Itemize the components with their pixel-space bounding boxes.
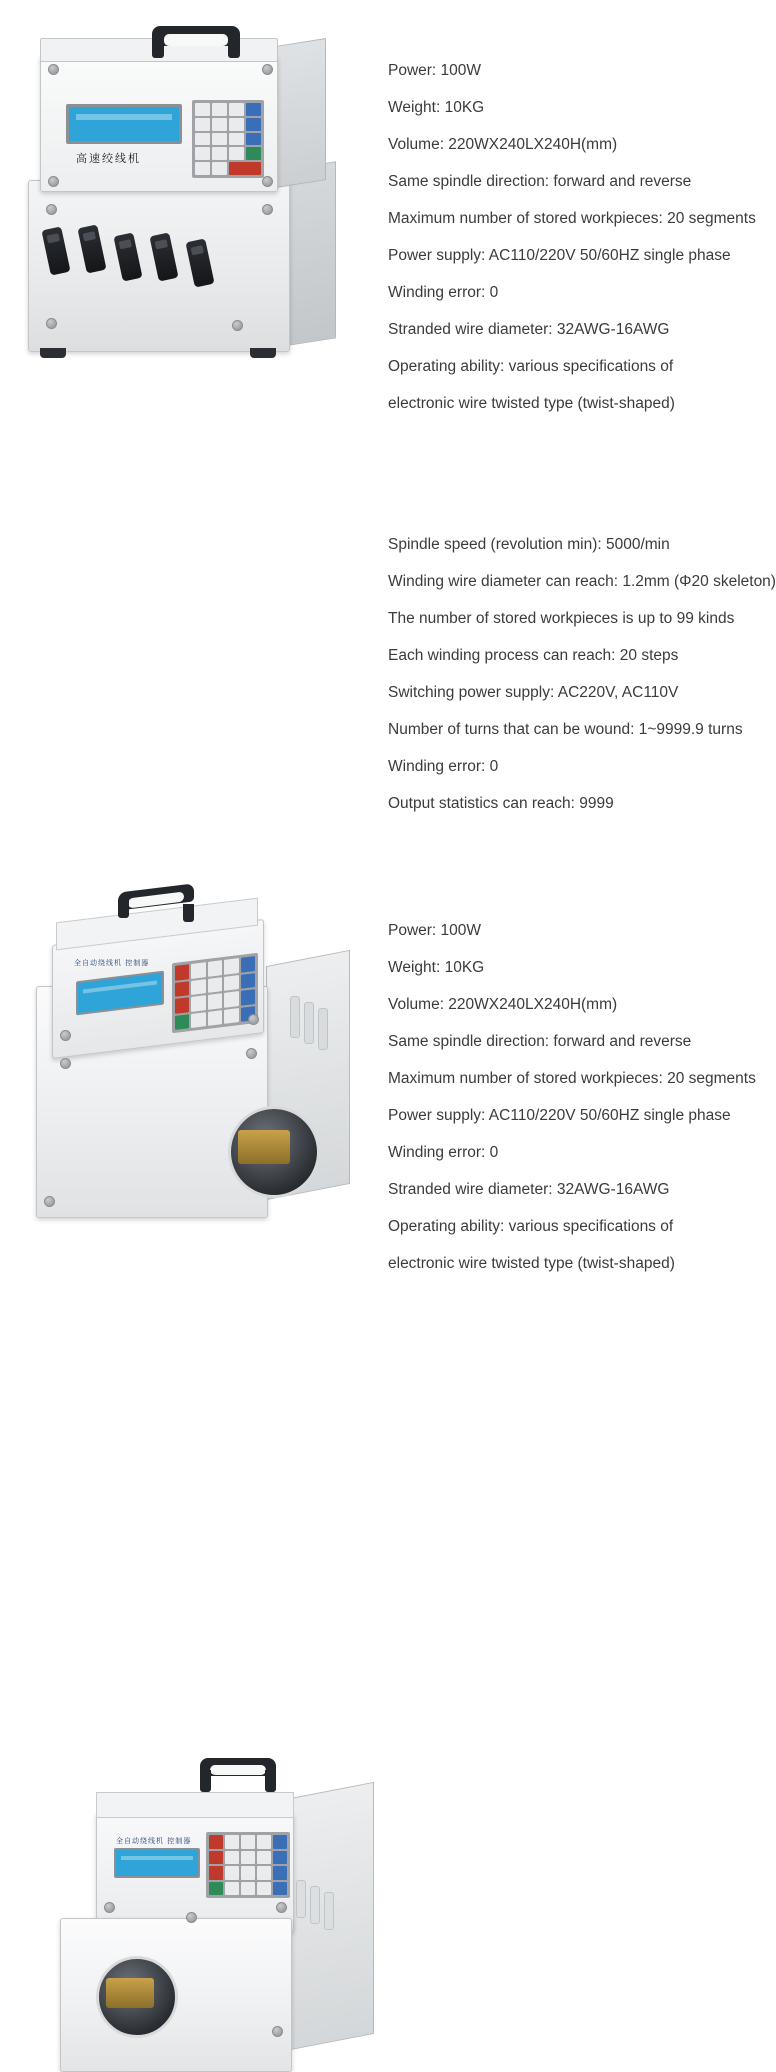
keypad-key[interactable] bbox=[209, 1866, 223, 1880]
screw-icon bbox=[276, 1902, 287, 1913]
spec-line: Maximum number of stored workpieces: 20 segments bbox=[388, 210, 756, 227]
keypad-key[interactable] bbox=[212, 118, 227, 131]
spec-list-3 bbox=[380, 860, 756, 1282]
keypad-key[interactable] bbox=[225, 1866, 239, 1880]
keypad-key[interactable] bbox=[246, 118, 261, 131]
keypad-key[interactable] bbox=[273, 1882, 287, 1896]
screw-icon bbox=[262, 204, 273, 215]
product-block-1 bbox=[0, 0, 756, 430]
spec-line: Stranded wire diameter: 32AWG-16AWG bbox=[388, 321, 670, 338]
spec-line: Weight: 10KG bbox=[388, 99, 485, 116]
spec-line: Stranded wire diameter: 32AWG-16AWG bbox=[388, 1181, 670, 1198]
keypad-key[interactable] bbox=[241, 1851, 255, 1865]
spec-line: Output statistics can reach: 9999 bbox=[388, 795, 614, 812]
machine3-handle-leg bbox=[200, 1770, 211, 1792]
spec-list-1 bbox=[380, 0, 756, 422]
keypad-key[interactable] bbox=[241, 1835, 255, 1849]
keypad-key[interactable] bbox=[257, 1882, 271, 1896]
spec-line: Each winding process can reach: 20 steps bbox=[388, 647, 679, 664]
machine1-keypad[interactable] bbox=[192, 100, 264, 178]
machine3-handle-leg bbox=[265, 1770, 276, 1792]
spec-line: Winding error: 0 bbox=[388, 1144, 499, 1161]
spec-line: Winding error: 0 bbox=[388, 284, 499, 301]
spec-line: Winding error: 0 bbox=[388, 758, 499, 775]
spec-line: Maximum number of stored workpieces: 20 segments bbox=[388, 1070, 756, 1087]
keypad-stop-key[interactable] bbox=[229, 162, 261, 175]
machine2-panel-label: 全自动绕线机 控制器 bbox=[74, 959, 150, 967]
keypad-key[interactable] bbox=[229, 118, 244, 131]
machine1-foot bbox=[40, 348, 66, 358]
spec-line: Power supply: AC110/220V 50/60HZ single phase bbox=[388, 1107, 731, 1124]
spec-line: Same spindle direction: forward and reverse bbox=[388, 173, 692, 190]
keypad-key[interactable] bbox=[241, 1866, 255, 1880]
spec-line: Volume: 220WX240LX240H(mm) bbox=[388, 136, 618, 153]
keypad-key[interactable] bbox=[225, 1851, 239, 1865]
machine1-panel-label: 高速绞线机 bbox=[76, 152, 141, 165]
machine3-head-top bbox=[96, 1792, 294, 1818]
keypad-key[interactable] bbox=[209, 1835, 223, 1849]
keypad-key[interactable] bbox=[273, 1835, 287, 1849]
product-image-1 bbox=[0, 0, 380, 430]
screw-icon bbox=[262, 64, 273, 75]
spec-line: Weight: 10KG bbox=[388, 959, 485, 976]
keypad-key[interactable] bbox=[209, 1851, 223, 1865]
product-block-3 bbox=[0, 860, 756, 1845]
spec-list-2 bbox=[380, 430, 776, 822]
machine3-chuck bbox=[106, 1978, 154, 2008]
keypad-key[interactable] bbox=[195, 147, 210, 160]
product-image-2 bbox=[0, 430, 380, 967]
keypad-key[interactable] bbox=[212, 147, 227, 160]
spec-line: Winding wire diameter can reach: 1.2mm (Φ20 skeleton) bbox=[388, 573, 776, 590]
spec-line: The number of stored workpieces is up to 99 kinds bbox=[388, 610, 735, 627]
spec-line: Spindle speed (revolution min): 5000/min bbox=[388, 536, 670, 553]
screw-icon bbox=[262, 176, 273, 187]
keypad-key[interactable] bbox=[229, 103, 244, 116]
machine1-handle-gap bbox=[164, 34, 228, 46]
keypad-key[interactable] bbox=[225, 1835, 239, 1849]
keypad-key[interactable] bbox=[241, 1882, 255, 1896]
keypad-key[interactable] bbox=[246, 147, 261, 160]
keypad-key[interactable] bbox=[246, 133, 261, 146]
keypad-key[interactable] bbox=[257, 1851, 271, 1865]
spec-line: Power: 100W bbox=[388, 62, 482, 79]
machine3-vent bbox=[324, 1892, 334, 1930]
machine1-head-side bbox=[276, 38, 326, 188]
machine3-handle-gap bbox=[210, 1765, 266, 1775]
screw-icon bbox=[48, 176, 59, 187]
keypad-key[interactable] bbox=[225, 1882, 239, 1896]
screw-icon bbox=[48, 64, 59, 75]
keypad-key[interactable] bbox=[209, 1882, 223, 1896]
machine1-handle-leg bbox=[152, 40, 164, 58]
machine1-foot bbox=[250, 348, 276, 358]
spec-line: Operating ability: various specifications of electronic wire twisted type (twist-shaped) bbox=[388, 1218, 675, 1272]
keypad-key[interactable] bbox=[229, 147, 244, 160]
keypad-key[interactable] bbox=[257, 1866, 271, 1880]
spec-line: Same spindle direction: forward and reverse bbox=[388, 1033, 692, 1050]
keypad-key[interactable] bbox=[195, 162, 210, 175]
keypad-key[interactable] bbox=[273, 1866, 287, 1880]
spec-line: Volume: 220WX240LX240H(mm) bbox=[388, 996, 618, 1013]
keypad-key[interactable] bbox=[246, 103, 261, 116]
machine1-lcd-display bbox=[66, 104, 182, 144]
screw-icon bbox=[232, 320, 243, 331]
spec-line: Number of turns that can be wound: 1~9999.9 turns bbox=[388, 721, 743, 738]
screw-icon bbox=[186, 1912, 197, 1923]
keypad-key[interactable] bbox=[212, 162, 227, 175]
spec-line: Switching power supply: AC220V, AC110V bbox=[388, 684, 679, 701]
spec-line: Operating ability: various specifications of electronic wire twisted type (twist-shaped) bbox=[388, 358, 675, 412]
spec-line: Power: 100W bbox=[388, 922, 482, 939]
machine3-vent bbox=[296, 1880, 306, 1918]
machine3-panel-label: 全自动绕线机 控制器 bbox=[116, 1837, 192, 1845]
machine3-vent bbox=[310, 1886, 320, 1924]
spec-line: Power supply: AC110/220V 50/60HZ single phase bbox=[388, 247, 731, 264]
keypad-key[interactable] bbox=[229, 133, 244, 146]
machine1-handle-leg bbox=[228, 40, 240, 58]
machine3-lcd-display bbox=[114, 1848, 200, 1878]
machine1-base-side bbox=[288, 161, 336, 346]
screw-icon bbox=[272, 2026, 283, 2037]
keypad-key[interactable] bbox=[212, 103, 227, 116]
product-image-3 bbox=[0, 860, 380, 1845]
keypad-key[interactable] bbox=[195, 103, 210, 116]
keypad-key[interactable] bbox=[273, 1851, 287, 1865]
keypad-key[interactable] bbox=[212, 133, 227, 146]
keypad-key[interactable] bbox=[195, 133, 210, 146]
machine3-keypad[interactable] bbox=[206, 1832, 290, 1898]
keypad-key[interactable] bbox=[195, 118, 210, 131]
screw-icon bbox=[46, 204, 57, 215]
keypad-key[interactable] bbox=[257, 1835, 271, 1849]
screw-icon bbox=[46, 318, 57, 329]
screw-icon bbox=[104, 1902, 115, 1913]
